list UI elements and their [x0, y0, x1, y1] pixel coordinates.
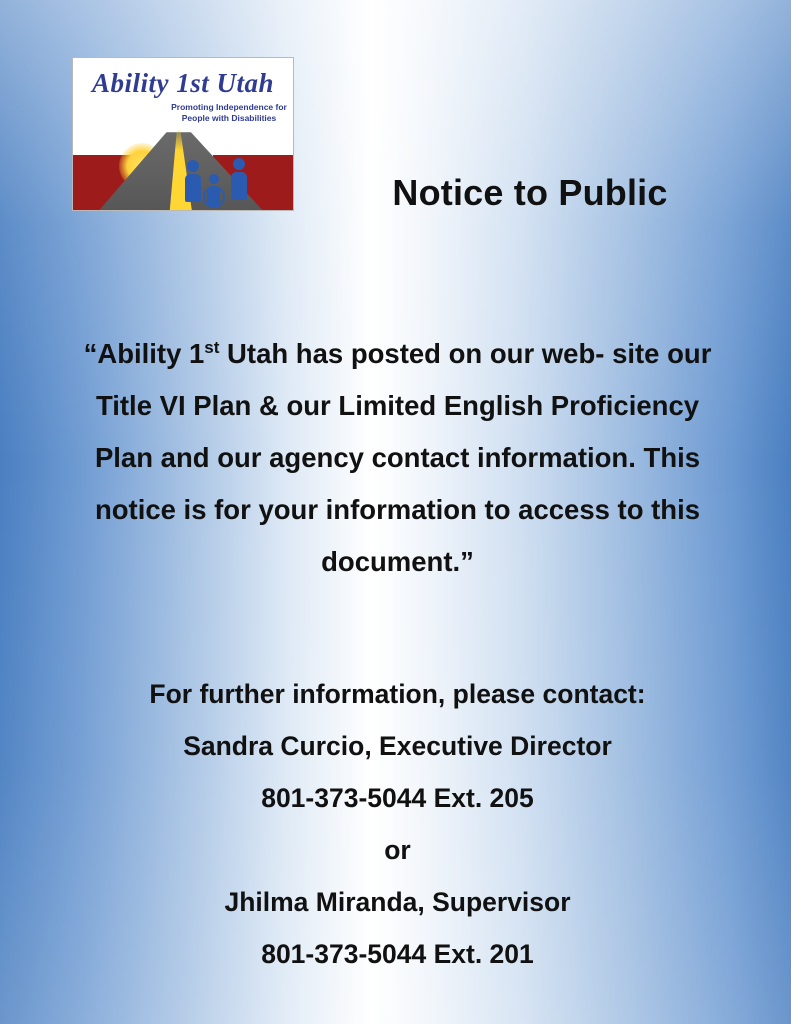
figure-head	[209, 174, 219, 184]
logo-artwork	[73, 125, 293, 210]
quote-line-6: document.”	[321, 546, 474, 577]
logo-tagline-line-1: Promoting Independence for	[171, 102, 287, 112]
contact-person-2-name: Jhilma Miranda, Supervisor	[224, 887, 571, 917]
figure-head	[187, 160, 199, 172]
page-title: Notice to Public	[392, 172, 668, 213]
quote-ordinal-suffix: st	[204, 337, 220, 357]
quote-line-5: your information to access to this	[258, 494, 701, 525]
contact-separator: or	[384, 835, 411, 865]
logo-tagline	[169, 102, 289, 124]
contact-person-2-phone: 801-373-5044 Ext. 201	[261, 939, 534, 969]
logo-tagline-line-2: People with Disabilities	[181, 113, 277, 123]
quote-line-1-pre: “Ability 1	[83, 338, 205, 369]
ability-1st-utah-logo	[72, 57, 294, 211]
logo-title: Ability 1st Utah	[91, 68, 275, 98]
quote-line-4: contact information. This notice is for	[94, 442, 701, 525]
person-figure-icon	[185, 160, 201, 202]
person-figure-icon	[231, 158, 247, 200]
contact-person-1-name: Sandra Curcio, Executive Director	[183, 731, 612, 761]
quote-line-1-post: Utah has posted on our web-	[219, 338, 605, 369]
quote-line-2: site our Title VI Plan & our Limited	[95, 338, 712, 421]
figure-body	[185, 174, 201, 202]
figure-body	[231, 172, 247, 200]
wheelchair-wheel-icon	[203, 186, 225, 208]
figure-head	[233, 158, 245, 170]
notice-quote	[75, 328, 720, 588]
contact-block	[75, 668, 720, 980]
contact-intro: For further information, please contact:	[149, 679, 646, 709]
contact-person-1-phone: 801-373-5044 Ext. 205	[261, 783, 534, 813]
quote-line-3: English Proficiency Plan and our agency	[94, 390, 700, 473]
